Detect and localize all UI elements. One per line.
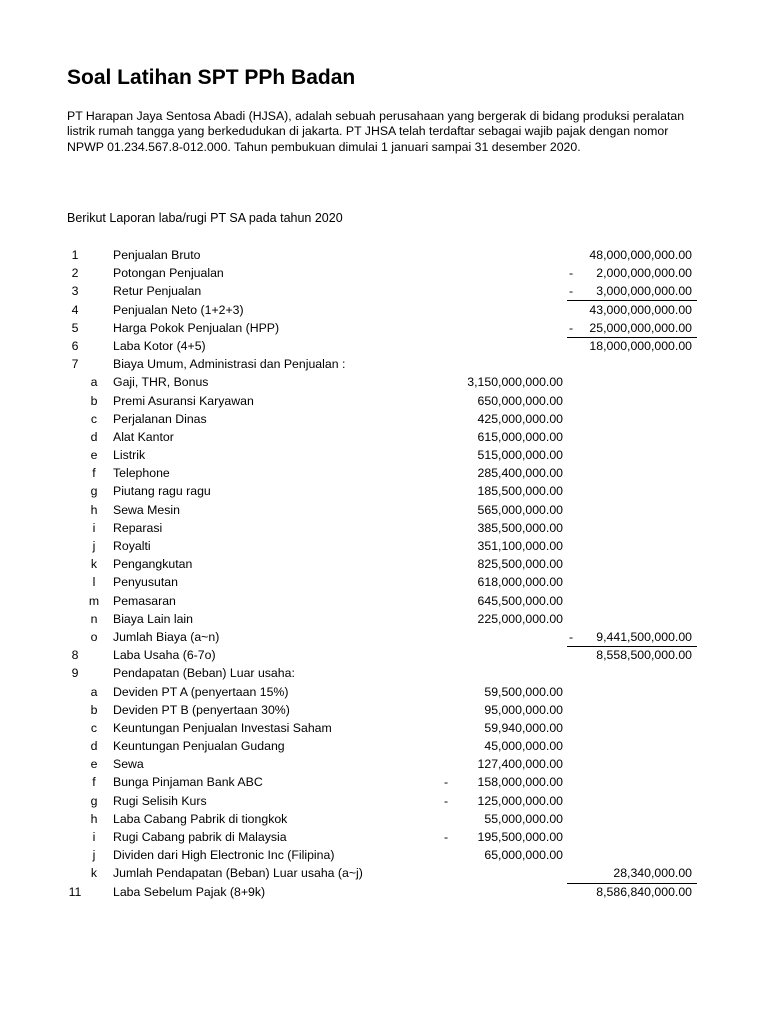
row-label: Jumlah Pendapatan (Beban) Luar usaha (a~j) <box>113 866 363 881</box>
table-row <box>0 264 768 282</box>
underline-retur <box>567 300 697 301</box>
underline-jumlah-pendapatan <box>567 883 697 884</box>
row-label: Laba Kotor (4+5) <box>113 338 206 353</box>
row-label: Jumlah Biaya (a~n) <box>113 629 220 644</box>
row-number: 4 <box>71 302 79 317</box>
table-row <box>0 719 768 737</box>
row-label: Biaya Lain lain <box>113 611 193 626</box>
detail-amount: 618,000,000.00 <box>477 575 563 590</box>
row-letter: e <box>90 448 98 463</box>
minus-sign: - <box>443 793 449 808</box>
underline-jumlah-biaya <box>567 646 697 647</box>
table-row <box>0 592 768 610</box>
row-label: Laba Cabang Pabrik di tiongkok <box>113 811 288 826</box>
total-amount: 8,558,500,000.00 <box>596 648 692 663</box>
row-letter: k <box>90 866 98 881</box>
row-label: Pengangkutan <box>113 557 193 572</box>
row-letter: a <box>90 684 98 699</box>
row-label: Deviden PT B (penyertaan 30%) <box>113 702 290 717</box>
row-letter: i <box>92 520 96 535</box>
table-row <box>0 519 768 537</box>
table-row <box>0 464 768 482</box>
row-label: Bunga Pinjaman Bank ABC <box>113 775 263 790</box>
table-row <box>0 828 768 846</box>
report-subheading: Berikut Laporan laba/rugi PT SA pada tahun 2020 <box>67 211 343 225</box>
row-number: 5 <box>71 320 79 335</box>
table-row <box>0 683 768 701</box>
row-letter: f <box>92 775 96 790</box>
row-number: 7 <box>71 357 79 372</box>
detail-amount: 59,500,000.00 <box>484 684 563 699</box>
row-label: Gaji, THR, Bonus <box>113 375 209 390</box>
detail-amount: 95,000,000.00 <box>484 702 563 717</box>
total-amount: 48,000,000,000.00 <box>589 248 692 262</box>
detail-amount: 127,400,000.00 <box>477 757 563 772</box>
row-label: Alat Kantor <box>113 429 174 444</box>
table-row <box>0 428 768 446</box>
table-row <box>0 810 768 828</box>
row-label: Harga Pokok Penjualan (HPP) <box>113 320 280 335</box>
total-amount: 8,586,840,000.00 <box>596 884 692 899</box>
row-label: Dividen dari High Electronic Inc (Filipina) <box>113 848 335 863</box>
row-label: Perjalanan Dinas <box>113 411 207 426</box>
row-label: Piutang ragu ragu <box>113 484 211 499</box>
detail-amount: 45,000,000.00 <box>484 739 563 754</box>
row-label: Pemasaran <box>113 593 176 608</box>
minus-sign: - <box>568 320 574 335</box>
row-label: Biaya Umum, Administrasi dan Penjualan : <box>113 357 346 372</box>
row-label: Listrik <box>113 448 146 463</box>
table-row <box>0 537 768 555</box>
detail-amount: 59,940,000.00 <box>484 720 563 735</box>
row-letter: c <box>90 720 98 735</box>
minus-sign: - <box>568 266 574 281</box>
row-letter: f <box>92 466 96 481</box>
row-letter: g <box>90 484 98 499</box>
total-amount: 18,000,000,000.00 <box>589 338 692 353</box>
row-label: Penjualan Neto (1+2+3) <box>113 302 244 317</box>
minus-sign: - <box>568 284 574 299</box>
row-label: Retur Penjualan <box>113 284 202 299</box>
table-row <box>0 482 768 500</box>
table-row <box>0 883 768 901</box>
total-amount: 43,000,000,000.00 <box>589 302 692 317</box>
row-label: Pendapatan (Beban) Luar usaha: <box>113 666 295 681</box>
row-letter: o <box>90 629 98 644</box>
table-row <box>0 373 768 391</box>
detail-amount: 615,000,000.00 <box>477 429 563 444</box>
detail-amount: 195,500,000.00 <box>477 830 563 844</box>
table-row <box>0 392 768 410</box>
detail-amount: 285,400,000.00 <box>477 466 563 481</box>
minus-sign: - <box>568 629 574 644</box>
detail-amount: 55,000,000.00 <box>484 811 563 826</box>
row-letter: c <box>90 411 98 426</box>
detail-amount: 225,000,000.00 <box>477 611 563 626</box>
table-row <box>0 282 768 300</box>
row-letter: b <box>90 393 98 408</box>
row-label: Telephone <box>113 466 170 481</box>
row-label: Premi Asuransi Karyawan <box>113 393 254 408</box>
row-letter: b <box>90 702 98 717</box>
row-label: Rugi Cabang pabrik di Malaysia <box>113 830 287 844</box>
table-row <box>0 646 768 664</box>
detail-amount: 351,100,000.00 <box>477 539 563 553</box>
table-row <box>0 755 768 773</box>
row-letter: h <box>90 502 98 517</box>
detail-amount: 565,000,000.00 <box>477 502 563 517</box>
row-label: Royalti <box>113 539 151 553</box>
row-letter: j <box>92 539 96 553</box>
row-letter: a <box>90 375 98 390</box>
detail-amount: 65,000,000.00 <box>484 848 563 863</box>
detail-amount: 125,000,000.00 <box>477 793 563 808</box>
detail-amount: 385,500,000.00 <box>477 520 563 535</box>
row-number: 11 <box>68 884 82 899</box>
detail-amount: 650,000,000.00 <box>477 393 563 408</box>
row-letter: d <box>90 739 98 754</box>
table-row <box>0 792 768 810</box>
detail-amount: 185,500,000.00 <box>477 484 563 499</box>
intro-paragraph: PT Harapan Jaya Sentosa Abadi (HJSA), adalah sebuah perusahaan yang bergerak di bidang produksi peralatan listrik rumah tangga yang berkedudukan di jakarta. PT JHSA telah terdaftar sebagai wajib pajak dengan nomor NPWP 01.234.567.8-012.000. Tahun pembukuan dimulai 1 januari sampai 31 desember 2020. <box>67 109 685 154</box>
table-row <box>0 337 768 355</box>
table-row <box>0 555 768 573</box>
row-label: Laba Usaha (6-7o) <box>113 648 216 663</box>
table-row <box>0 573 768 591</box>
row-label: Keuntungan Penjualan Gudang <box>113 739 285 754</box>
total-amount: 28,340,000.00 <box>613 866 692 881</box>
row-letter: e <box>90 757 98 772</box>
row-letter: g <box>90 793 98 808</box>
row-letter: j <box>92 848 96 863</box>
row-label: Potongan Penjualan <box>113 266 224 281</box>
table-row <box>0 701 768 719</box>
row-label: Keuntungan Penjualan Investasi Saham <box>113 720 332 735</box>
table-row <box>0 301 768 319</box>
income-statement <box>0 246 768 901</box>
row-label: Laba Sebelum Pajak (8+9k) <box>113 884 266 899</box>
row-letter: m <box>88 593 100 608</box>
row-label: Penyusutan <box>113 575 178 590</box>
minus-sign: - <box>443 830 449 844</box>
row-label: Reparasi <box>113 520 163 535</box>
detail-amount: 515,000,000.00 <box>477 448 563 463</box>
detail-amount: 158,000,000.00 <box>477 775 563 790</box>
table-row <box>0 628 768 646</box>
row-letter: l <box>92 575 96 590</box>
row-letter: h <box>90 811 98 826</box>
row-number: 1 <box>71 248 79 262</box>
row-number: 3 <box>71 284 79 299</box>
table-row <box>0 319 768 337</box>
row-label: Sewa Mesin <box>113 502 180 517</box>
underline-hpp <box>567 337 697 338</box>
detail-amount: 3,150,000,000.00 <box>467 375 563 390</box>
table-row <box>0 846 768 864</box>
table-row <box>0 610 768 628</box>
table-row <box>0 664 768 682</box>
detail-amount: 645,500,000.00 <box>477 593 563 608</box>
table-row <box>0 246 768 264</box>
row-label: Sewa <box>113 757 144 772</box>
row-label: Deviden PT A (penyertaan 15%) <box>113 684 289 699</box>
total-amount: 9,441,500,000.00 <box>596 629 692 644</box>
detail-amount: 425,000,000.00 <box>477 411 563 426</box>
total-amount: 3,000,000,000.00 <box>596 284 692 299</box>
minus-sign: - <box>443 775 449 790</box>
table-row <box>0 864 768 882</box>
table-row <box>0 410 768 428</box>
row-label: Penjualan Bruto <box>113 248 201 262</box>
row-number: 8 <box>71 648 79 663</box>
page-title: Soal Latihan SPT PPh Badan <box>67 66 356 89</box>
table-row <box>0 355 768 373</box>
row-letter: n <box>90 611 98 626</box>
total-amount: 25,000,000,000.00 <box>589 320 692 335</box>
table-row <box>0 501 768 519</box>
total-amount: 2,000,000,000.00 <box>596 266 692 281</box>
row-letter: k <box>90 557 98 572</box>
row-number: 2 <box>71 266 79 281</box>
table-row <box>0 446 768 464</box>
row-letter: d <box>90 429 98 444</box>
row-label: Rugi Selisih Kurs <box>113 793 207 808</box>
row-number: 6 <box>71 338 79 353</box>
row-number: 9 <box>71 666 79 681</box>
table-row <box>0 737 768 755</box>
detail-amount: 825,500,000.00 <box>477 557 563 572</box>
row-letter: i <box>92 830 96 844</box>
table-row <box>0 773 768 791</box>
